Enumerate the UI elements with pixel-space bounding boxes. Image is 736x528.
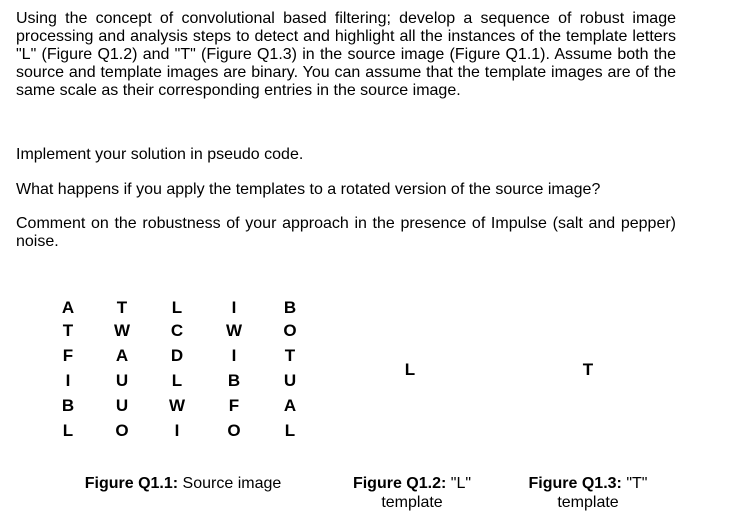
source-letter-r3-c3: D	[170, 346, 184, 365]
source-letter-r2-c5: O	[283, 321, 297, 340]
figure-q1-1-caption	[60, 474, 306, 493]
figure-q1-2-caption	[338, 474, 486, 512]
source-letter-r1-c3: L	[171, 298, 183, 317]
question-paragraph-pseudo-code: Implement your solution in pseudo code.	[16, 146, 304, 163]
source-letter-r4-c3: L	[171, 371, 183, 390]
source-letter-r4-c4: B	[227, 371, 241, 390]
source-letter-r2-c2: W	[113, 321, 131, 340]
source-letter-r5-c2: U	[115, 396, 129, 415]
source-letter-r1-c4: I	[231, 298, 237, 317]
figure-q1-3-label: Figure Q1.3:	[528, 475, 622, 492]
source-letter-r3-c1: F	[62, 346, 74, 365]
figure-q1-2-text: "L"	[450, 475, 472, 492]
template-l-letter: L	[404, 360, 416, 379]
source-letter-r5-c1: B	[61, 396, 75, 415]
source-letter-r2-c3: C	[170, 321, 184, 340]
source-letter-r5-c3: W	[168, 396, 186, 415]
source-letter-r6-c2: O	[115, 421, 129, 440]
figure-q1-3-line2: template	[557, 494, 619, 511]
source-letter-r6-c5: L	[284, 421, 296, 440]
source-letter-r3-c5: T	[284, 346, 296, 365]
source-letter-r1-c2: T	[116, 298, 128, 317]
source-letter-r5-c5: A	[283, 396, 297, 415]
source-letter-r4-c5: U	[283, 371, 297, 390]
figure-q1-1-text: Source image	[182, 475, 282, 492]
figure-q1-3-text: "T"	[626, 475, 648, 492]
source-letter-r2-c1: T	[62, 321, 74, 340]
template-t-letter: T	[582, 360, 594, 379]
source-letter-r6-c3: I	[174, 421, 180, 440]
figure-q1-2-line2: template	[381, 494, 443, 511]
figure-q1-3-caption	[514, 474, 662, 512]
source-letter-r5-c4: F	[228, 396, 240, 415]
question-paragraph-noise: Comment on the robustness of your approach in the presence of Impulse (salt and pepper) noise.	[16, 215, 676, 250]
source-letter-r6-c1: L	[62, 421, 74, 440]
source-letter-r3-c4: I	[231, 346, 237, 365]
source-letter-r1-c5: B	[283, 298, 297, 317]
source-letter-r4-c2: U	[115, 371, 129, 390]
source-letter-r2-c4: W	[225, 321, 243, 340]
figure-q1-1-label: Figure Q1.1:	[84, 475, 179, 492]
question-paragraph-main: Using the concept of convolutional based filtering; develop a sequence of robust image processing and analysis steps to detect and highlight all the instances of the template letters "L" (Figure Q1.2) and "T" (Figure Q1.3) in the source image (Figure Q1.1). Assume both the source and template images are binary. You can assume that the template images are of the same scale as their corresponding entries in the source image.	[16, 10, 676, 99]
source-letter-r6-c4: O	[227, 421, 241, 440]
source-letter-r1-c1: A	[61, 298, 75, 317]
question-paragraph-rotation: What happens if you apply the templates to a rotated version of the source image?	[16, 181, 601, 198]
source-letter-r4-c1: I	[65, 371, 71, 390]
figure-q1-2-label: Figure Q1.2:	[352, 475, 447, 492]
source-letter-r3-c2: A	[115, 346, 129, 365]
